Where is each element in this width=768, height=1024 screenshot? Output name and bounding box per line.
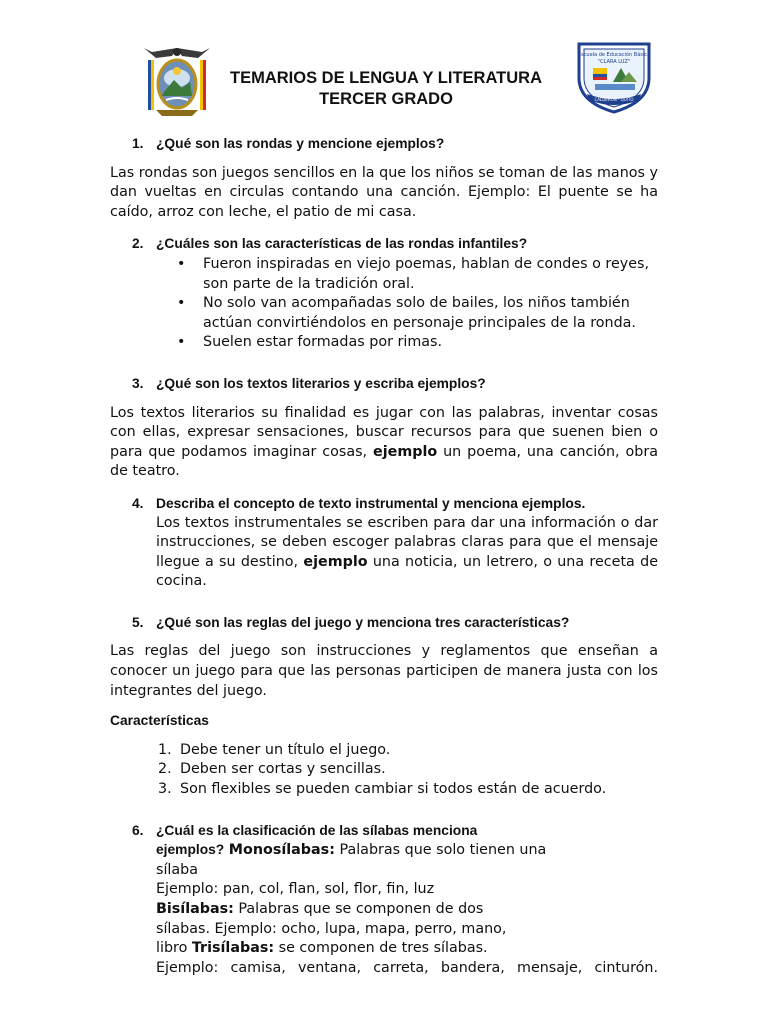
seal-text-top: Escuela de Educación Básica (577, 52, 651, 58)
answer-emphasis: ejemplo (303, 553, 368, 570)
answer-text: una noticia, un letrero, o una receta de cocina. (156, 553, 658, 590)
question-number: 2. (132, 236, 144, 252)
list-item (177, 255, 658, 294)
example-line: Ejemplo: pan, col, flan, sol, flor, fin, luz (156, 881, 435, 898)
list-item-text: Fueron inspiradas en viejo poemas, hablan de condes o reyes, son parte de la tradición oral. (203, 255, 650, 292)
answer-line: sílaba (156, 861, 198, 878)
list-item (177, 333, 658, 353)
bullet-list (110, 255, 658, 353)
list-item (177, 294, 658, 333)
definition-text: Palabras que se componen de dos (233, 901, 484, 917)
list-number: 3. (158, 781, 172, 798)
definition-text: se componen de tres sílabas. (274, 940, 488, 957)
answer-line: sílabas. Ejemplo: ocho, lupa, mapa, perro, mano, (156, 920, 507, 937)
question-text: ¿Cuáles son las características de las rondas infantiles? (156, 236, 528, 252)
document-header (0, 38, 768, 120)
list-item-text: Son flexibles se pueden cambiar si todos están de acuerdo. (180, 781, 607, 798)
answer-line (156, 939, 658, 959)
list-number: 2. (158, 761, 172, 778)
answer-text: un poema, una canción, obra de teatro. (110, 443, 658, 480)
question-number: 5. (132, 614, 144, 630)
school-shield-icon (573, 38, 655, 114)
document-title (210, 68, 562, 110)
question-5 (110, 613, 658, 633)
bullet-icon: • (177, 255, 186, 272)
question-text: ¿Qué son los textos literarios y escriba ejemplos? (156, 375, 486, 391)
list-item (158, 741, 658, 761)
definition-text: Palabras que solo tienen una (334, 842, 547, 859)
answer-1: Las rondas son juegos sencillos en la que los niños se toman de las manos y dan vueltas en circulas contando una canción. Ejemplo: El puente se ha caído, arroz con leche, el patio de mi casa. (110, 164, 658, 220)
question-number: 4. (132, 495, 144, 511)
answer-3 (110, 404, 658, 482)
answer-line (156, 900, 658, 920)
list-item (158, 780, 658, 800)
question-2 (110, 234, 658, 254)
list-item-text: No solo van acompañadas solo de bailes, los niños también actúan convirtiéndolos en personaje principales de la ronda. (203, 295, 636, 331)
question-4 (110, 494, 658, 514)
answer-6 (110, 840, 658, 978)
list-item-text: Suelen estar formadas por rimas. (203, 334, 443, 351)
answer-emphasis: ejemplo (373, 443, 438, 460)
question-text-continued: ejemplos? (156, 842, 225, 858)
seal-text-bottom: CALDERÓN - QUITO (594, 97, 634, 102)
question-text: ¿Cuál es la clasificación de las sílabas menciona (156, 822, 478, 838)
question-text: ¿Qué son las reglas del juego y menciona tres características? (156, 614, 570, 630)
example-line: Ejemplo: camisa, ventana, carreta, bandera, mensaje, cinturón. (156, 959, 658, 976)
list-item (158, 760, 658, 780)
bullet-icon: • (177, 334, 186, 351)
term-trisilabas: Trisílabas: (191, 940, 275, 957)
numbered-list (110, 741, 658, 800)
title-line-2: TERCER GRADO (319, 90, 453, 108)
term-monosilabas: Monosílabas: (228, 842, 335, 859)
term-bisilabas: Bisílabas: (156, 901, 234, 917)
list-number: 1. (158, 741, 172, 758)
answer-4 (110, 514, 658, 592)
answer-text: Los textos literarios su finalidad es jugar con las palabras, inventar cosas con ellas, expresar sensaciones, buscar recursos para que suenen bien o para que podamos imaginar cosas, (110, 404, 658, 460)
seal-text-name: "CLARA LUZ" (597, 59, 631, 65)
question-text: Describa el concepto de texto instrumental y menciona ejemplos. (156, 495, 586, 511)
title-line-1: TEMARIOS DE LENGUA Y LITERATURA (230, 69, 542, 87)
question-1 (110, 134, 658, 154)
ecuador-coat-of-arms-icon (142, 44, 212, 118)
question-number: 6. (132, 822, 144, 838)
answer-5: Las reglas del juego son instrucciones y reglamentos que enseñan a conocer un juego para que las personas participen de manera justa con los integrantes del juego. (110, 643, 658, 699)
question-number: 1. (132, 136, 144, 151)
question-3 (110, 374, 658, 394)
answer-line (156, 840, 658, 861)
document-body (110, 134, 658, 978)
question-number: 3. (132, 375, 144, 391)
bullet-icon: • (177, 295, 186, 312)
list-item-text: Debe tener un título el juego. (180, 741, 391, 758)
question-text: ¿Qué son las rondas y mencione ejemplos? (156, 136, 445, 151)
answer-text: Los textos instrumentales se escriben para dar una información o dar instrucciones, se deben escoger palabras claras para que el mensaje llegue a su destino, (156, 514, 658, 570)
definition-text: libro (156, 940, 192, 957)
list-item-text: Deben ser cortas y sencillas. (180, 761, 386, 778)
subheading: Características (110, 713, 209, 729)
question-6 (110, 821, 658, 841)
